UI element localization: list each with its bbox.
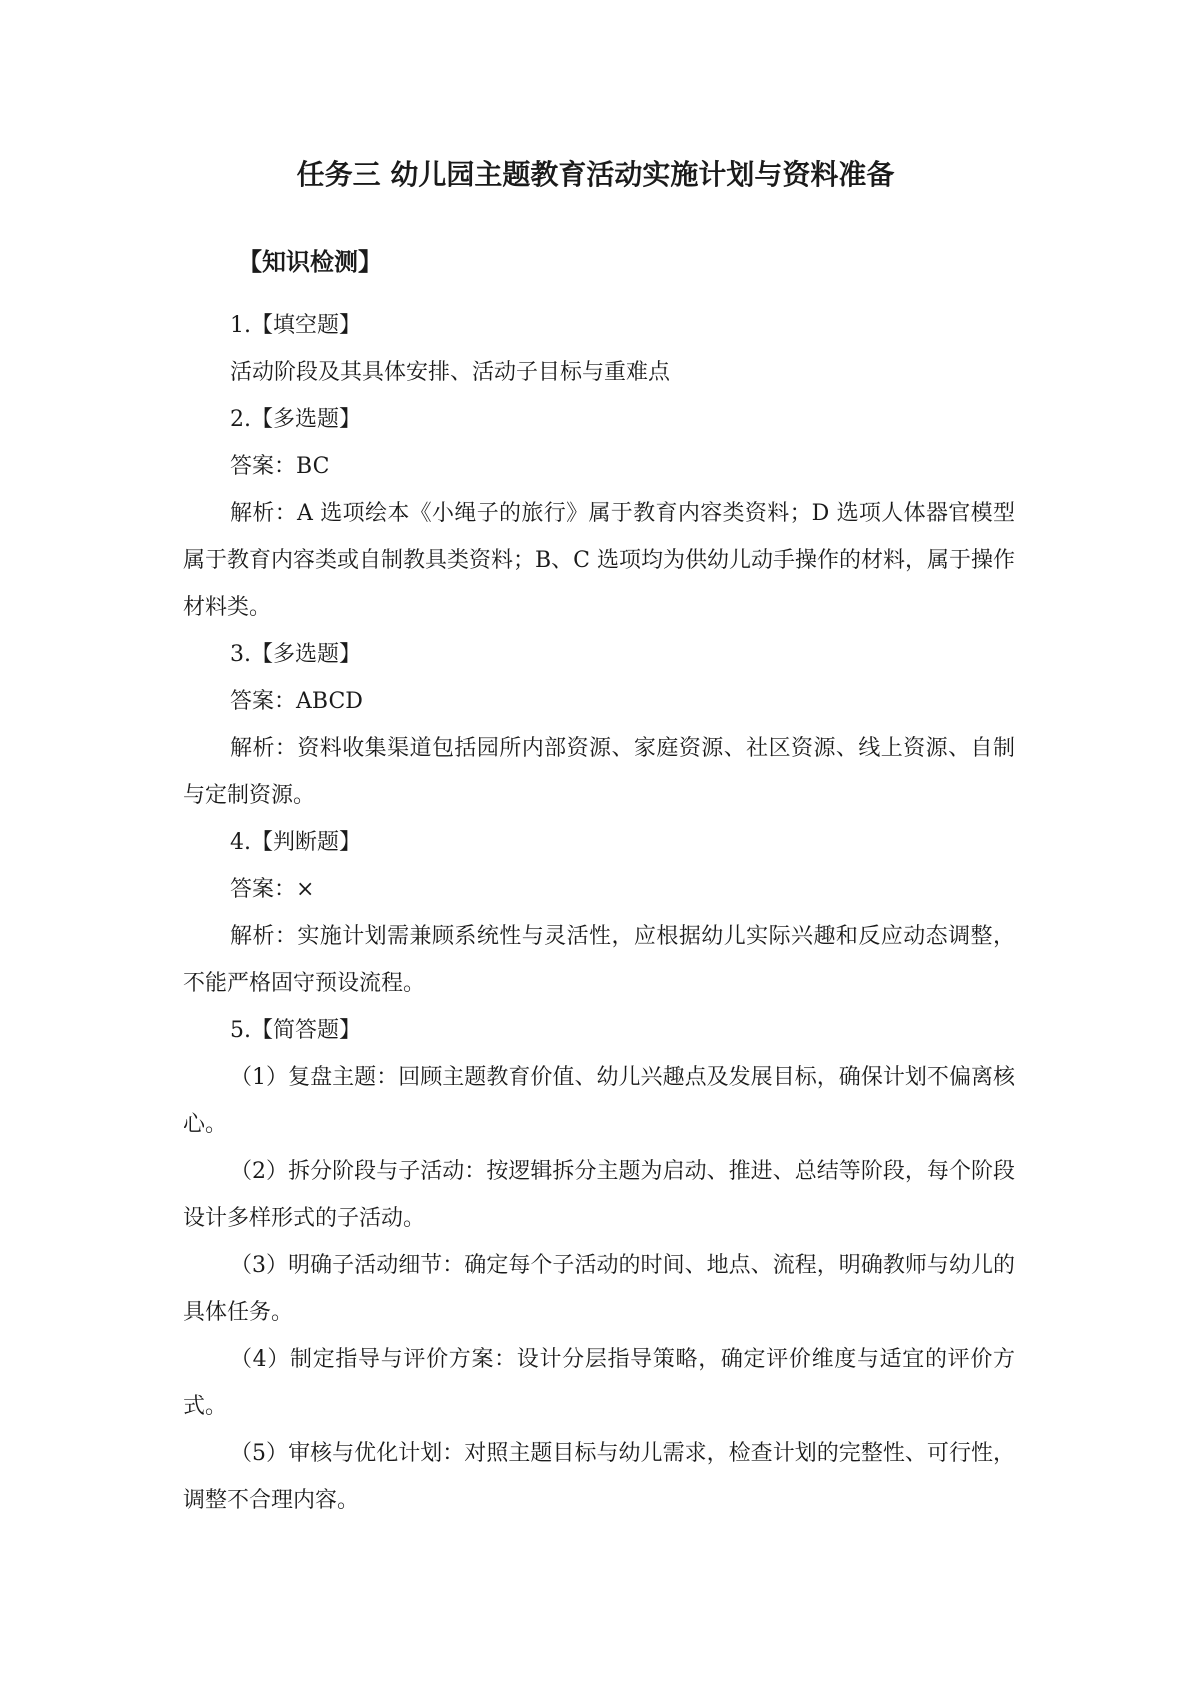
question-heading-4: 4.【判断题】 — [230, 830, 361, 855]
answer-text-4: 答案：× — [230, 877, 315, 902]
explanation-text-3: 解析：资料收集渠道包括园所内部资源、家庭资源、社区资源、线上资源、自制与定制资源。 — [183, 736, 1015, 808]
answer-step-2: （2）拆分阶段与子活动：按逻辑拆分主题为启动、推进、总结等阶段，每个阶段设计多样形式的子活动。 — [183, 1159, 1015, 1231]
question-heading-2: 2.【多选题】 — [230, 407, 361, 432]
answer-step-1: （1）复盘主题：回顾主题教育价值、幼儿兴趣点及发展目标，确保计划不偏离核心。 — [183, 1065, 1015, 1137]
explanation-text-4: 解析：实施计划需兼顾系统性与灵活性，应根据幼儿实际兴趣和反应动态调整，不能严格固守预设流程。 — [183, 924, 1015, 996]
answer-text-2: 答案：BC — [230, 454, 330, 479]
page-title: 任务三 幼儿园主题教育活动实施计划与资料准备 — [296, 158, 895, 191]
answer-step-3: （3）明确子活动细节：确定每个子活动的时间、地点、流程，明确教师与幼儿的具体任务。 — [183, 1253, 1015, 1325]
answer-text-1: 活动阶段及其具体安排、活动子目标与重难点 — [230, 360, 671, 385]
question-heading-5: 5.【简答题】 — [230, 1018, 361, 1043]
answer-text-3: 答案：ABCD — [230, 689, 363, 714]
question-heading-3: 3.【多选题】 — [230, 642, 361, 667]
document-body — [183, 302, 1015, 1524]
explanation-text-2: 解析：A 选项绘本《小绳子的旅行》属于教育内容类资料；D 选项人体器官模型属于教育内容类或自制教具类资料；B、C 选项均为供幼儿动手操作的材料，属于操作材料类。 — [183, 501, 1015, 620]
question-heading-1: 1.【填空题】 — [230, 313, 361, 338]
answer-step-5: （5）审核与优化计划：对照主题目标与幼儿需求，检查计划的完整性、可行性，调整不合理内容。 — [183, 1441, 1015, 1513]
section-heading: 【知识检测】 — [238, 248, 382, 276]
answer-step-4: （4）制定指导与评价方案：设计分层指导策略，确定评价维度与适宜的评价方式。 — [183, 1347, 1015, 1419]
